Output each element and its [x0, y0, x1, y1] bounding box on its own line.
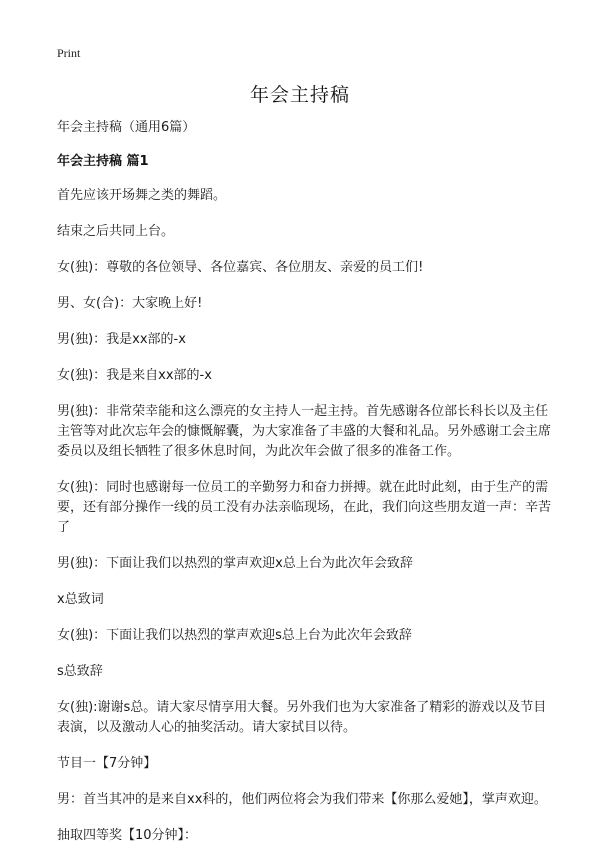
- paragraph: 男(独)：我是xx部的-x: [57, 332, 186, 347]
- paragraph: 节目一【7分钟】: [57, 756, 157, 771]
- paragraph: 女(独)：同时也感谢每一位员工的辛勤努力和奋力拼搏。就在此时此刻，由于生产的需要，还有部分操作一线的员工没有办法亲临现场，在此，我们向这些朋友道一声：辛苦了: [57, 480, 552, 535]
- section-heading: 年会主持稿 篇1: [57, 154, 149, 169]
- paragraph: 男、女(合)：大家晚上好!: [57, 296, 203, 311]
- paragraph: x总致词: [57, 592, 104, 607]
- paragraph: 首先应该开场舞之类的舞蹈。: [57, 188, 227, 203]
- paragraph: 抽取四等奖【10分钟】：: [57, 828, 198, 843]
- paragraph: 女(独):谢谢s总。请大家尽情享用大餐。另外我们也为大家准备了精彩的游戏以及节目表演，以及激动人心的抽奖活动。请大家拭目以待。: [57, 700, 547, 735]
- paragraph: s总致辞: [57, 664, 103, 679]
- document-title: 年会主持稿: [249, 84, 350, 106]
- paragraph: 男(独)：非常荣幸能和这么漂亮的女主持人一起主持。首先感谢各位部长科长以及主任主管等对此次忘年会的慷慨解囊，为大家准备了丰盛的大餐和礼品。另外感谢工会主席委员以及组长牺牲了很多休息时间，为此次年会做了很多的准备工作。: [57, 404, 552, 459]
- paragraph: 结束之后共同上台。: [57, 224, 175, 239]
- document-subtitle: 年会主持稿（通用6篇）: [57, 120, 196, 135]
- paragraph: 女(独)：下面让我们以热烈的掌声欢迎s总上台为此次年会致辞: [57, 628, 412, 643]
- paragraph: 男(独)：下面让我们以热烈的掌声欢迎x总上台为此次年会致辞: [57, 556, 413, 571]
- paragraph: 女(独)：我是来自xx部的-x: [57, 368, 212, 383]
- paragraph: 男：首当其冲的是来自xx科的，他们两位将会为我们带来【你那么爱她】，掌声欢迎。: [57, 792, 547, 807]
- print-label: Print: [57, 46, 81, 60]
- document-body: [57, 118, 557, 862]
- paragraph: 女(独)：尊敬的各位领导、各位嘉宾、各位朋友、亲爱的员工们!: [57, 260, 424, 275]
